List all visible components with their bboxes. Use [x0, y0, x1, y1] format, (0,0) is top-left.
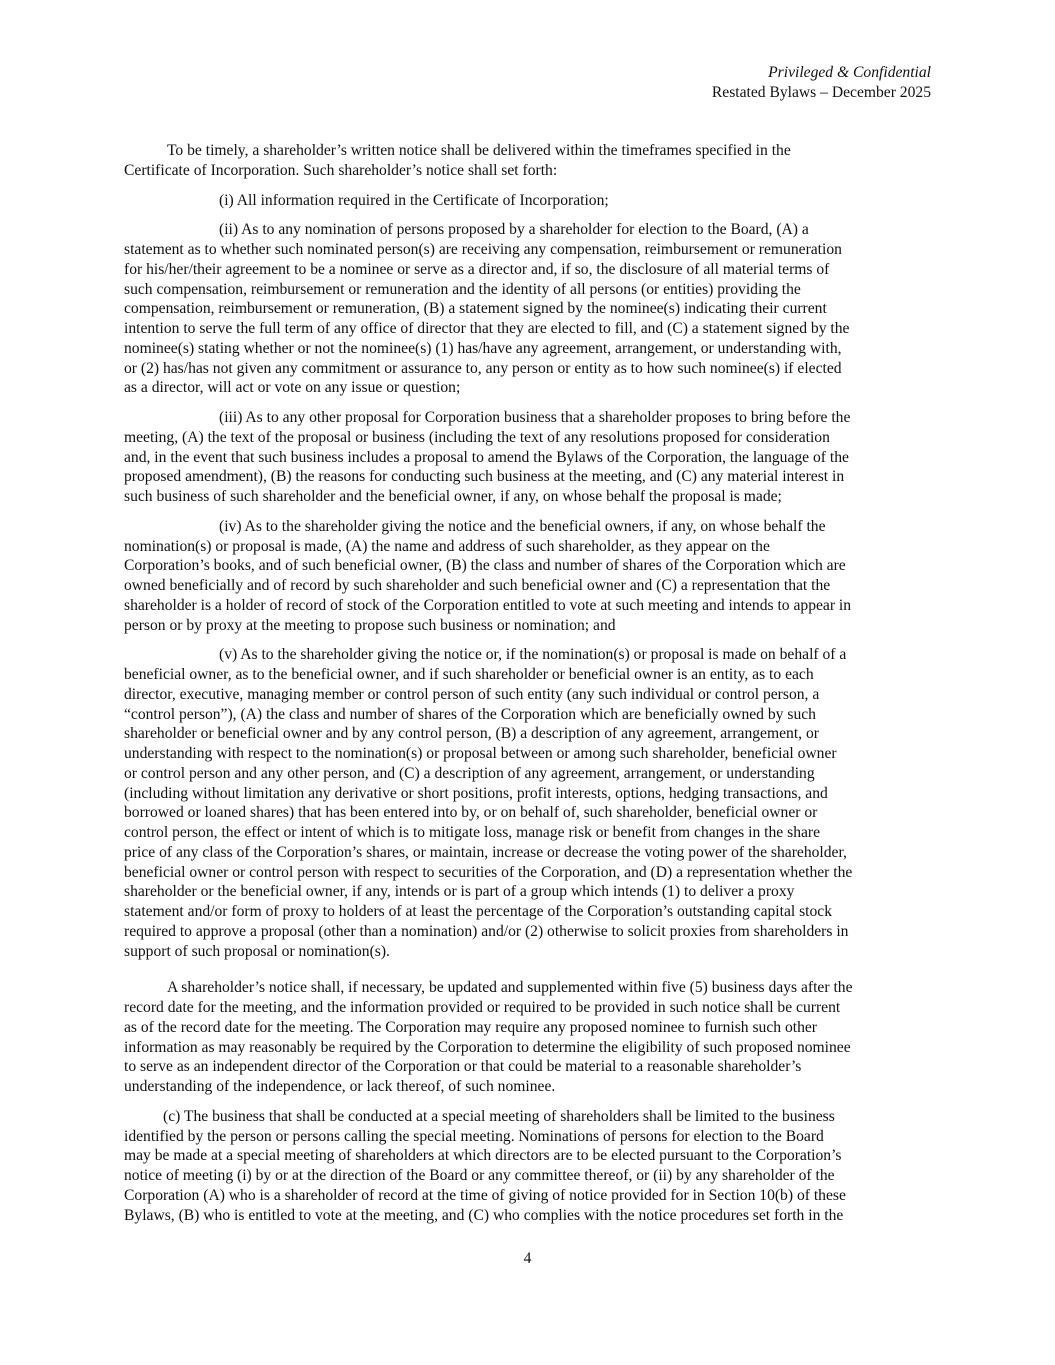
text-line: meeting, (A) the text of the proposal or business (including the text of any resolutions proposed for consideration [124, 428, 830, 446]
text-line: such compensation, reimbursement or remuneration and the identity of all persons (or entities) providing the [124, 280, 801, 298]
text-line: Corporation’s books, and of such beneficial owner, (B) the class and number of shares of the Corporation which are [124, 557, 846, 575]
text-line: (v) As to the shareholder giving the notice or, if the nomination(s) or proposal is made on behalf of a [219, 646, 847, 664]
text-line: Corporation (A) who is a shareholder of record at the time of giving of notice provided for in Section 10(b) of these [124, 1186, 846, 1204]
text-line: nominee(s) stating whether or not the nominee(s) (1) has/have any agreement, arrangement, or understanding with, [124, 339, 842, 357]
text-line: To be timely, a shareholder’s written notice shall be delivered within the timeframes specified in the [167, 142, 791, 159]
text-line: proposed amendment), (B) the reasons for conducting such business at the meeting, and (C) any material interest in [124, 468, 845, 486]
text-line: or control person and any other person, and (C) a description of any agreement, arrangement, or understanding [124, 764, 815, 782]
paragraph [124, 1107, 939, 1226]
text-line: support of such proposal or nomination(s). [124, 942, 390, 960]
paragraph [124, 978, 939, 1097]
text-line: understanding with respect to the nomination(s) or proposal between or among such shareholder, beneficial owner [124, 745, 837, 762]
text-line: identified by the person or persons calling the special meeting. Nominations of persons for election to the Board [124, 1127, 824, 1145]
text-line: and, in the event that such business includes a proposal to amend the Bylaws of the Corporation, the language of the [124, 448, 849, 466]
text-line: “control person”), (A) the class and number of shares of the Corporation which are beneficially owned by such [124, 705, 816, 723]
page-number: 4 [523, 1250, 532, 1267]
text-line: nomination(s) or proposal is made, (A) the name and address of such shareholder, as they appear on the [124, 537, 770, 555]
text-line: beneficial owner, as to the beneficial owner, and if such shareholder or beneficial owner is an entity, as to each [124, 666, 814, 683]
text-line: required to approve a proposal (other than a nomination) and/or (2) otherwise to solicit proxies from shareholders in [124, 922, 849, 940]
text-line: person or by proxy at the meeting to propose such business or nomination; and [124, 616, 616, 634]
text-line: to serve as an independent director of the Corporation or that could be material to a reasonable shareholder’s [124, 1058, 802, 1076]
document-title: Restated Bylaws – December 2025 [711, 84, 931, 101]
text-line: as of the record date for the meeting. The Corporation may require any proposed nominee to furnish such other [124, 1018, 817, 1036]
text-line: compensation, reimbursement or remuneration, (B) a statement signed by the nominee(s) indicating their current [124, 300, 827, 318]
confidentiality-label: Privileged & Confidential [768, 64, 931, 81]
text-line: statement as to whether such nominated person(s) are receiving any compensation, reimbursement or remuneration [124, 241, 842, 258]
text-line: (i) All information required in the Certificate of Incorporation; [219, 191, 609, 209]
text-line: shareholder or beneficial owner and by any control person, (B) a description of any agreement, arrangement, or [124, 725, 819, 743]
text-line: (iii) As to any other proposal for Corporation business that a shareholder proposes to bring before the [219, 409, 851, 426]
text-line: borrowed or loaned shares) that has been entered into by, or on behalf of, such shareholder, beneficial owner or [124, 804, 818, 822]
paragraph [124, 141, 939, 181]
text-line: such business of such shareholder and the beneficial owner, if any, on whose behalf the proposal is made; [124, 488, 782, 505]
text-line: for his/her/their agreement to be a nominee or serve as a director and, if so, the disclosure of all material terms of [124, 260, 830, 278]
text-line: may be made at a special meeting of shareholders at which directors are to be elected pursuant to the Corporation’s [124, 1147, 842, 1165]
text-line: or (2) has/has not given any commitment or assurance to, any person or entity as to how such nominee(s) if elected [124, 359, 842, 377]
text-line: (including without limitation any derivative or short positions, profit interests, options, hedging transactions, and [124, 784, 828, 802]
text-line: as a director, will act or vote on any issue or question; [124, 379, 461, 397]
text-line: statement and/or form of proxy to holders of at least the percentage of the Corporation’s outstanding capital stock [124, 903, 833, 920]
text-line: record date for the meeting, and the information provided or required to be provided in such notice shall be current [124, 999, 841, 1016]
text-line: shareholder is a holder of record of stock of the Corporation entitled to vote at such meeting and intends to appear in [124, 596, 852, 614]
document-body [124, 141, 939, 1235]
text-line: beneficial owner or control person with respect to securities of the Corporation, and (D) a representation whether the [124, 863, 853, 881]
paragraph [124, 220, 939, 398]
text-line: director, executive, managing member or control person of such entity (any such individual or control person, a [124, 685, 820, 703]
text-line: control person, the effect or intent of which is to mitigate loss, manage risk or benefit from changes in the share [124, 824, 821, 841]
text-line: notice of meeting (i) by or at the direction of the Board or any committee thereof, or (ii) by any shareholder of the [124, 1167, 835, 1184]
text-line: Bylaws, (B) who is entitled to vote at the meeting, and (C) who complies with the notice procedures set forth in the [124, 1206, 844, 1224]
text-line: A shareholder’s notice shall, if necessary, be updated and supplemented within five (5) business days after the [167, 979, 853, 997]
paragraph [124, 408, 939, 507]
text-line: Certificate of Incorporation. Such shareholder’s notice shall set forth: [124, 161, 558, 179]
paragraph [124, 645, 939, 961]
text-line: intention to serve the full term of any office of director that they are elected to fill, and (C) a statement signed by the [124, 320, 850, 337]
text-line: (ii) As to any nomination of persons proposed by a shareholder for election to the Board, (A) a [219, 221, 809, 239]
text-line: shareholder or the beneficial owner, if any, intends or is part of a group which intends (1) to deliver a proxy [124, 883, 795, 901]
text-line: (c) The business that shall be conducted at a special meeting of shareholders shall be limited to the business [163, 1107, 835, 1125]
text-line: (iv) As to the shareholder giving the notice and the beneficial owners, if any, on whose behalf the [219, 517, 826, 535]
text-line: price of any class of the Corporation’s shares, or maintain, increase or decrease the voting power of the shareholder, [124, 843, 847, 861]
text-line: owned beneficially and of record by such shareholder and such beneficial owner and (C) a representation that the [124, 577, 831, 594]
paragraph [124, 191, 939, 211]
text-line: information as may reasonably be required by the Corporation to determine the eligibility of such proposed nominee [124, 1038, 851, 1056]
text-line: understanding of the independence, or lack thereof, of such nominee. [124, 1078, 556, 1095]
paragraph [124, 517, 939, 636]
